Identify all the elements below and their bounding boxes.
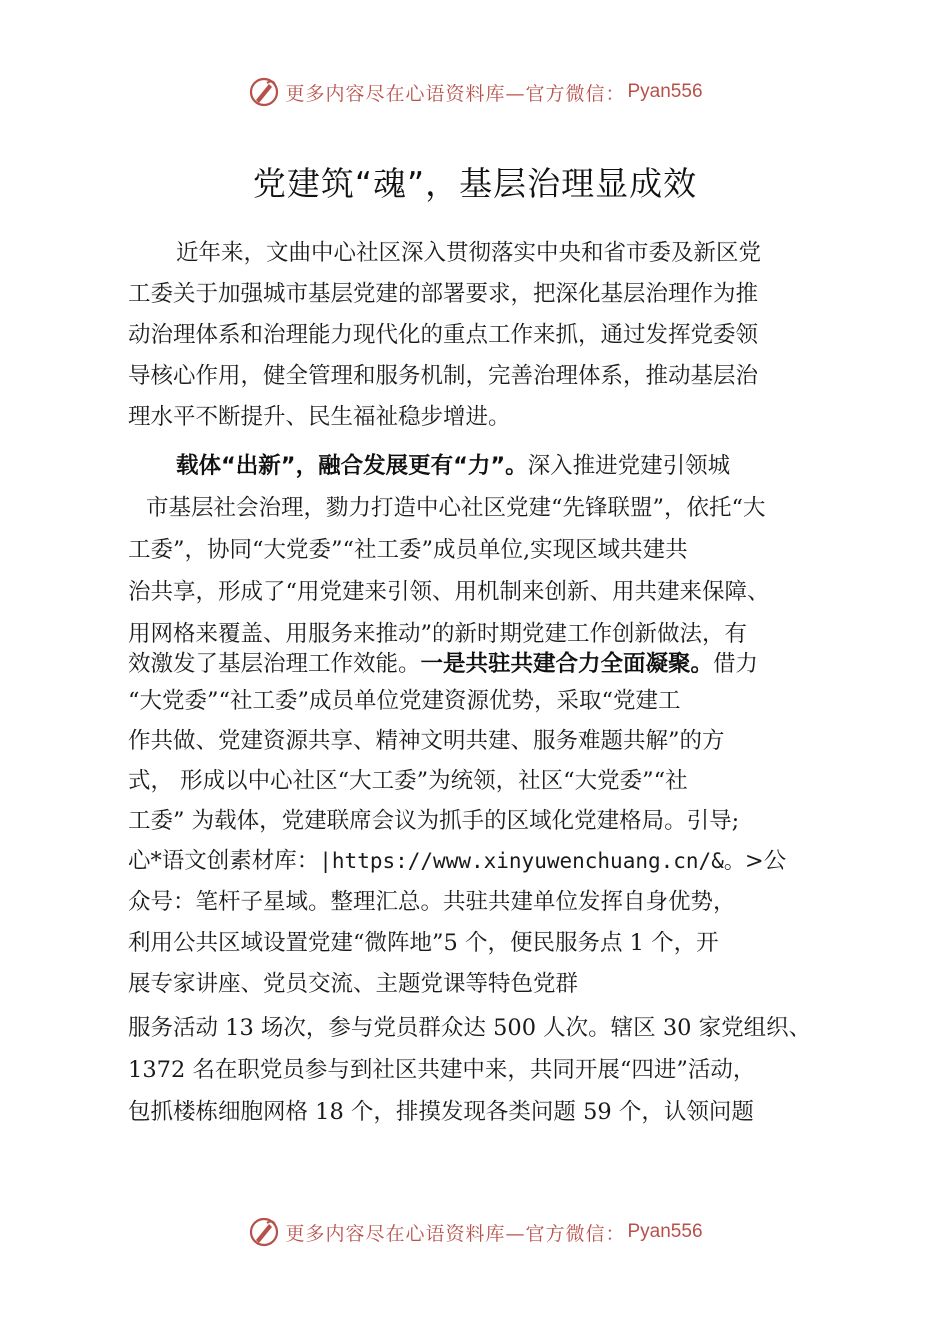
paragraph-2-line-17: 包抓楼栋细胞网格 18 个，排摸发现各类问题 59 个，认领问题 — [128, 1099, 754, 1125]
paragraph-2-line-4: 治共享，形成了“用党建来引领、用机制来创新、用共建来保障、 — [128, 579, 770, 605]
paragraph-1-line-1: 近年来，文曲中心社区深入贯彻落实中央和省市委及新区党 — [176, 240, 762, 266]
subheading-one: 一是共驻共建合力全面凝聚。 — [420, 651, 714, 677]
paragraph-2-line-1 — [176, 451, 730, 481]
paragraph-2-line-3: 工委”，协同“大党委”“社工委”成员单位,实现区域共建共 — [128, 537, 688, 563]
paragraph-1-line-4: 导核心作用，健全管理和服务机制，完善治理体系，推动基层治 — [128, 363, 759, 389]
section-heading: 载体“出新”，融合发展更有“力”。 — [176, 453, 528, 479]
paragraph-2-line-15: 服务活动 13 场次，参与党员群众达 500 人次。辖区 30 家党组织、 — [128, 1015, 812, 1041]
watermark-footer — [0, 1212, 950, 1252]
paragraph-2-line-6 — [128, 649, 758, 679]
paragraph-1-line-3: 动治理体系和治理能力现代化的重点工作来抓，通过发挥党委领 — [128, 322, 759, 348]
paragraph-2-line-9: 式， 形成以中心社区“大工委”为统领，社区“大党委”“社 — [128, 768, 688, 794]
source-url: |https://www.xinyuwenchuang.cn/&。 — [319, 849, 745, 873]
document-title: 党建筑“魂”，基层治理显成效 — [252, 164, 698, 203]
pen-logo-icon — [247, 1215, 281, 1249]
paragraph-2-line-16: 1372 名在职党员参与到社区共建中来，共同开展“四进”活动， — [128, 1057, 756, 1083]
watermark-wechat-id: Pyan556 — [627, 1221, 703, 1242]
paragraph-2-line-2: 市基层社会治理，勠力打造中心社区党建“先锋联盟”，依托“大 — [146, 495, 766, 521]
paragraph-2-line-12: 众号：笔杆子星域。整理汇总。共驻共建单位发挥自身优势， — [128, 889, 736, 915]
watermark-text: 更多内容尽在心语资料库—官方微信： — [285, 82, 626, 105]
paragraph-2-line-14: 展专家讲座、党员交流、主题党课等特色党群 — [128, 971, 579, 997]
paragraph-2-line-8: 作共做、党建资源共享、精神文明共建、服务难题共解”的方 — [128, 728, 725, 754]
paragraph-2-line-10: 工委” 为载体，党建联席会议为抓手的区域化党建格局。引导; — [128, 808, 740, 834]
paragraph-2-line-7: “大党委”“社工委”成员单位党建资源优势，采取“党建工 — [128, 688, 681, 714]
paragraph-2-line-11-start: 心*语文创素材库： — [128, 848, 320, 874]
paragraph-1-line-5: 理水平不断提升、民生福祉稳步增进。 — [128, 404, 511, 430]
paragraph-2-line-11 — [128, 846, 786, 876]
paragraph-2-line-13: 利用公共区域设置党建“微阵地”5 个，便民服务点 1 个，开 — [128, 930, 719, 956]
watermark-header — [0, 72, 950, 112]
paragraph-2-line-6-start: 效激发了基层治理工作效能。 — [128, 651, 421, 677]
pen-logo-icon — [247, 75, 281, 109]
paragraph-2-line-1-rest: 深入推进党建引领城 — [527, 453, 731, 479]
paragraph-1-line-2: 工委关于加强城市基层党建的部署要求，把深化基层治理作为推 — [128, 281, 759, 307]
watermark-wechat-id: Pyan556 — [627, 81, 703, 102]
paragraph-2-line-6-end: 借力 — [713, 651, 759, 677]
paragraph-2-line-11-end: >公 — [744, 848, 787, 874]
paragraph-2-line-5: 用网格来覆盖、用服务来推动”的新时期党建工作创新做法，有 — [128, 621, 748, 647]
watermark-text: 更多内容尽在心语资料库—官方微信： — [285, 1222, 626, 1245]
